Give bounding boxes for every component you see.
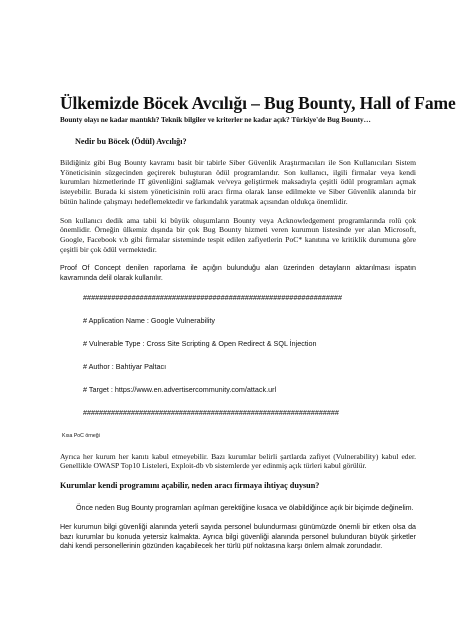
paragraph-poc: Proof Of Concept denilen raporlama ile açığın bulunduğu alan üzerinden detayların aktarılması ispatın kavramında delil olarak kullanılır. [60,264,416,283]
code-separator-bottom: ################################################################ [83,407,339,417]
document-page [60,93,456,552]
paragraph-end-user: Son kullanıcı dedik ama tabii ki büyük oluşumların Bounty veya Acknowledgement programlarında rolü çok önemlidir. Örneğin ülkemiz dışında bir çok Bug Bounty hizmeti veren kurumun listesinde yer alan Microsoft, Google, Facebook v.b gibi firmalar sisteminde tespit edilen zafiyetlerin PoC* kanıtına ve kritiklik durumuna göre çeşitli bir çok ödül vermektedir. [60,215,416,254]
section-heading-intermediary: Kurumlar kendi programını açabilir, neden aracı firmaya ihtiyaç duysun? [60,481,320,491]
paragraph-intro: Bildiğiniz gibi Bug Bounty kavramı basit bir tabirle Siber Güvenlik Araştırmacıları ile Son Kullanıcıları Sistem Yöneticisinin süzgecinden geçirerek buluşturan ödül programlarıdır. Son kullanıcı, ilgili firmalar veya kendi kurumları hizmetlerinde IT güvenliğini sağlamak ve/veya geliştirmek maksadıyla çeşitli ödül programları açmak isteyebilir. Burada ki sistem yöneticisinin rolü aracı firma olarak lanse edilmekte ve Siber Güvenlik alanında bir bütün halinde çalışmayı hedeflemektedir ve farkındalık yaratmak açısından oldukça önemlidir. [60,158,416,206]
paragraph-acceptance: Ayrıca her kurum her kanıtı kabul etmeyebilir. Bazı kurumlar belirli şartlarda zafiyet (Vulnerability) kabul eder. Genellikle OWASP Top10 Listeleri, Exploit-db vb sistemlerde yer edinmiş açık türleri kabul görülür. [60,451,416,471]
section-heading-what-is: Nedir bu Böcek (Ödül) Avcılığı? [75,137,187,146]
code-target: # Target : https://www.en.advertisercommunity.com/attack.url [83,384,277,394]
code-caption: Kısa PoC örneği [62,432,100,439]
paragraph-why-programs [60,504,416,514]
code-separator-top: ################################################################ [83,292,343,302]
article-subtitle: Bounty olayı ne kadar mantıklı? Teknik bilgiler ve kriterler ne kadar açık? Türkiye'de Bug Bounty… [60,116,371,124]
paragraph-why-programs-text: Önce neden Bug Bounty programları açılman gerektiğine kısaca ve ölabildiğince açık bir biçimde değinelim. [76,504,414,513]
code-vulnerable-type: # Vulnerable Type : Cross Site Scripting & Open Redirect & SQL İnjection [83,338,317,348]
article-title: Ülkemizde Böcek Avcılığı – Bug Bounty, Hall of Fame [60,93,456,113]
code-author: # Author : Bahtiyar Paltacı [83,361,167,371]
code-application-name: # Application Name : Google Vulnerability [83,315,215,325]
paragraph-personnel: Her kurumun bilgi güvenliği alanında yeterli sayıda personel bulundurması günümüzde önemli bir etken olsa da bazı kurumlar bu konuda yetersiz kalmakta. Ayrıca bilgi güvenliği alanında personel bulunduran büyük şirketler dahi kendi personellerinin gözünden kaçabilecek her türlü püf noktasına karşı önlem almak zorundadır. [60,522,416,551]
